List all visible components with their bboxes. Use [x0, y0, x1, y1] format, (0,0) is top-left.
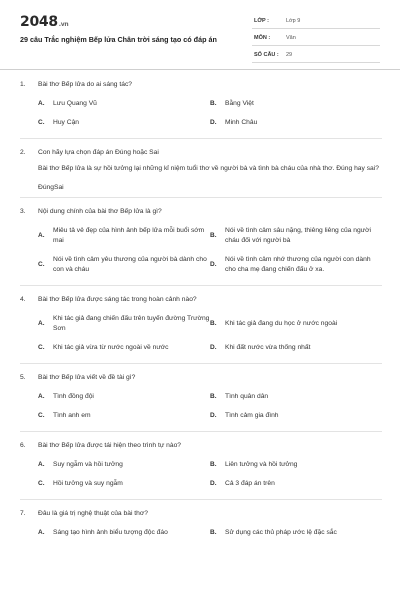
answer-option[interactable] — [38, 411, 210, 421]
question-4 — [20, 295, 382, 364]
meta-value: Văn — [286, 35, 296, 41]
answer-options — [38, 99, 382, 137]
answer-option[interactable] — [210, 226, 382, 246]
logo-text: 2048 — [20, 14, 58, 30]
answer-option[interactable] — [210, 255, 382, 275]
question-text: Đâu là giá trị nghệ thuật của bài thơ? — [38, 510, 148, 517]
option-text: Miêu tả vẻ đẹp của hình ảnh bếp lửa mỗi buổi sớm mai — [53, 227, 205, 244]
answer-option[interactable] — [38, 118, 210, 128]
question-list — [20, 80, 382, 556]
option-letter: A. — [38, 461, 45, 468]
question-divider — [20, 431, 382, 432]
option-letter: D. — [210, 119, 217, 126]
option-letter: D. — [210, 412, 217, 419]
option-text: Suy ngẫm và hồi tưởng — [53, 461, 123, 468]
option-letter: A. — [38, 232, 45, 239]
question-header — [20, 148, 382, 158]
question-text: Bài thơ Bếp lửa được tái hiện theo trình tự nào? — [38, 442, 182, 449]
question-6 — [20, 441, 382, 500]
answer-option[interactable] — [38, 460, 210, 470]
answer-option[interactable] — [210, 479, 382, 489]
option-letter: C. — [38, 344, 45, 351]
option-letter: B. — [210, 320, 217, 327]
question-number: 7. — [20, 510, 26, 517]
question-3 — [20, 207, 382, 286]
question-1 — [20, 80, 382, 139]
question-number: 2. — [20, 149, 26, 156]
question-number: 5. — [20, 374, 26, 381]
question-text: Bài thơ Bếp lửa viết về đề tài gì? — [38, 374, 136, 381]
option-letter: D. — [210, 261, 217, 268]
answer-options — [38, 314, 382, 362]
option-text: Tình cảm gia đình — [225, 412, 279, 419]
option-letter: A. — [38, 320, 45, 327]
meta-row-class — [252, 14, 380, 29]
option-letter: A. — [38, 100, 45, 107]
answer-option[interactable] — [38, 479, 210, 489]
meta-row-subject — [252, 31, 380, 46]
option-text: Hồi tưởng và suy ngẫm — [53, 480, 123, 487]
answer-option[interactable] — [210, 460, 382, 470]
question-header — [20, 373, 382, 383]
question-header — [20, 207, 382, 217]
meta-label: SỐ CÂU : — [254, 52, 279, 58]
question-number: 1. — [20, 81, 26, 88]
option-letter: B. — [210, 529, 217, 536]
answer-option[interactable] — [210, 118, 382, 128]
question-number: 4. — [20, 296, 26, 303]
option-text: Nói về tình cảm sâu nặng, thiêng liêng của người cháu đối với người bà — [225, 227, 372, 244]
question-divider — [20, 285, 382, 286]
logo-suffix: .vn — [58, 21, 69, 28]
question-2 — [20, 148, 382, 198]
answer-option[interactable] — [38, 343, 210, 353]
question-divider — [20, 197, 382, 198]
option-letter: B. — [210, 232, 217, 239]
option-text: Nói về tình cảm yêu thương của người bà dành cho con và cháu — [53, 256, 207, 273]
question-text: Nội dung chính của bài thơ Bếp lửa là gì? — [38, 208, 162, 215]
option-text: Cả 3 đáp án trên — [225, 480, 275, 487]
answer-options — [38, 460, 382, 498]
answer-option[interactable] — [210, 343, 382, 353]
option-letter: B. — [210, 393, 217, 400]
option-text: Minh Châu — [225, 119, 258, 126]
question-text: Bài thơ Bếp lửa được sáng tác trong hoàn cảnh nào? — [38, 296, 197, 303]
meta-value: Lớp 9 — [286, 18, 301, 24]
question-header — [20, 295, 382, 305]
option-text: Khi đất nước vừa thống nhất — [225, 344, 311, 351]
option-text: Huy Cận — [53, 119, 80, 126]
answer-option[interactable] — [210, 99, 382, 109]
answer-option[interactable] — [38, 392, 210, 402]
header-divider — [0, 69, 400, 70]
answer-options — [38, 528, 382, 547]
option-letter: D. — [210, 480, 217, 487]
answer-option[interactable] — [210, 314, 382, 334]
meta-label: MÔN : — [254, 35, 271, 41]
answer-option[interactable] — [38, 528, 210, 538]
question-divider — [20, 363, 382, 364]
option-text: Khi tác giả vừa từ nước ngoài về nước — [53, 344, 169, 351]
option-letter: B. — [210, 100, 217, 107]
option-text: Lưu Quang Vũ — [53, 100, 97, 107]
question-5 — [20, 373, 382, 432]
question-text: Bài thơ Bếp lửa do ai sáng tác? — [38, 81, 133, 88]
question-number: 3. — [20, 208, 26, 215]
answer-option[interactable] — [210, 528, 382, 538]
answer-option[interactable] — [38, 255, 210, 275]
option-text: Sáng tạo hình ảnh biểu tượng độc đáo — [53, 529, 168, 536]
site-logo[interactable] — [20, 14, 68, 30]
answer-option[interactable] — [38, 99, 210, 109]
answer-option[interactable] — [38, 314, 210, 334]
meta-label: LỚP : — [254, 18, 269, 24]
option-text: Tình quân dân — [225, 393, 269, 400]
option-letter: C. — [38, 480, 45, 487]
question-header — [20, 80, 382, 90]
page-title: 29 câu Trắc nghiệm Bếp lửa Chân trời sáng tạo có đáp án — [20, 35, 217, 44]
option-letter: C. — [38, 119, 45, 126]
meta-value: 29 — [286, 52, 293, 58]
option-text: Khi tác giả đang chiến đấu trên tuyến đường Trường Sơn — [53, 315, 210, 332]
answer-option[interactable] — [210, 392, 382, 402]
meta-row-count — [252, 48, 380, 63]
question-divider — [20, 499, 382, 500]
option-letter: B. — [210, 461, 217, 468]
question-number: 6. — [20, 442, 26, 449]
answer-options — [38, 392, 382, 430]
true-false-choices[interactable]: ĐúngSai — [38, 184, 64, 191]
option-letter: C. — [38, 261, 45, 268]
question-divider — [20, 138, 382, 139]
option-letter: D. — [210, 344, 217, 351]
option-letter: A. — [38, 529, 45, 536]
answer-options — [38, 226, 382, 284]
option-text: Bằng Việt — [225, 100, 254, 107]
question-statement: Bài thơ Bếp lửa là sự hồi tưởng lại những kỉ niệm tuổi thơ về người bà và tình bà cháu của nhà thơ. Đúng hay sai? — [38, 165, 379, 172]
option-letter: C. — [38, 412, 45, 419]
page-header — [0, 0, 400, 66]
option-text: Liên tưởng và hồi tưởng — [225, 461, 298, 468]
question-text: Con hãy lựa chọn đáp án Đúng hoặc Sai — [38, 149, 159, 156]
answer-option[interactable] — [38, 226, 210, 246]
option-text: Nói về tình cảm nhớ thương của người con dành cho cha mẹ đang chiến đấu ở xa. — [225, 256, 371, 273]
meta-info — [252, 14, 380, 65]
option-text: Khi tác giả đang du học ở nước ngoài — [225, 320, 338, 327]
question-7 — [20, 509, 382, 547]
question-header — [20, 441, 382, 451]
answer-option[interactable] — [210, 411, 382, 421]
option-letter: A. — [38, 393, 45, 400]
option-text: Tình anh em — [53, 412, 91, 419]
option-text: Sử dụng các thủ pháp ước lệ đặc sắc — [225, 529, 337, 536]
option-text: Tình đồng đội — [53, 393, 94, 400]
question-header — [20, 509, 382, 519]
